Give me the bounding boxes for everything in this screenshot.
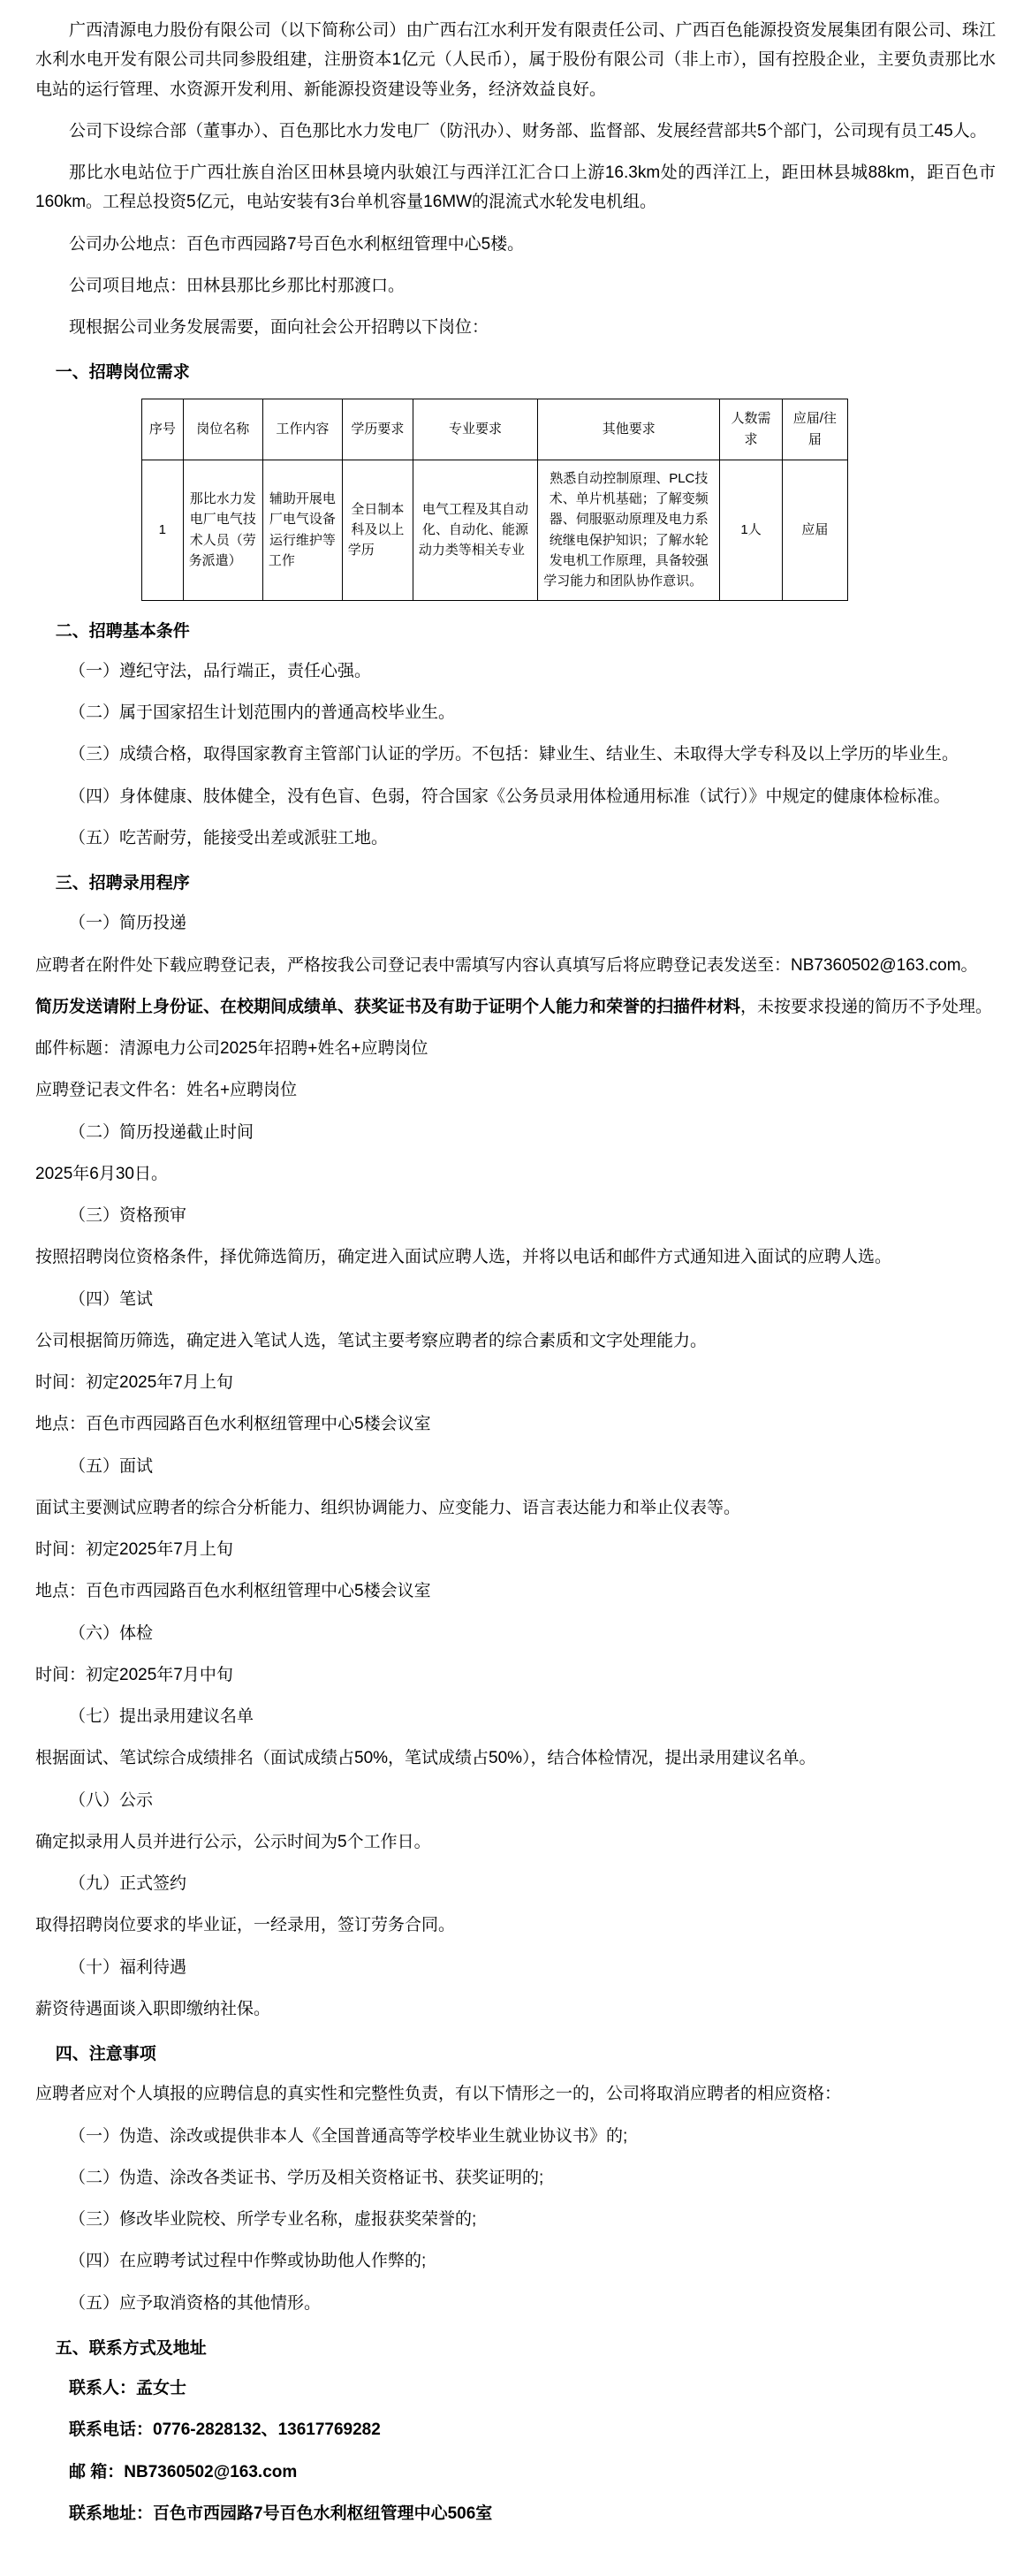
condition-item: （五）吃苦耐劳，能接受出差或派驻工地。	[69, 828, 389, 847]
condition-item: （一）遵纪守法，品行端正，责任心强。	[69, 661, 372, 680]
notice-item: （四）在应聘考试过程中作弊或协助他人作弊的;	[69, 2252, 427, 2271]
col-header-education: 学历要求	[342, 399, 413, 460]
procedure-paragraph: 时间：初定2025年7月中旬	[35, 1665, 233, 1684]
procedure-paragraph: 面试主要测试应聘者的综合分析能力、组织协调能力、应变能力、语言表达能力和举止仪表等。	[35, 1498, 741, 1517]
procedure-sub-heading: （七）提出录用建议名单	[69, 1707, 254, 1726]
cell-other-requirements: 熟悉自动控制原理、PLC技术、单片机基础；了解变频器、伺服驱动原理及电力系统继电保护知识；了解水轮发电机工作原理，具备较强学习能力和团队协作意识。	[538, 460, 720, 600]
condition-item: （四）身体健康、肢体健全，没有色盲、色弱，符合国家《公务员录用体检通用标准（试行）》中规定的健康体检标准。	[69, 786, 951, 806]
procedure-paragraph: 按照招聘岗位资格条件，择优筛选简历，确定进入面试应聘人选，并将以电话和邮件方式通知进入面试的应聘人选。	[35, 1248, 892, 1267]
procedure-sub-heading: （八）公示	[69, 1790, 154, 1810]
col-header-job-content: 工作内容	[262, 399, 342, 460]
intro-paragraph: 那比水电站位于广西壮族自治区田林县境内驮娘江与西洋江汇合口上游16.3km处的西洋江上，距田林县城88km，距百色市160km。工程总投资5亿元，电站安装有3台单机容量16MW的混流式水轮发电机组。	[35, 163, 996, 212]
condition-item: （三）成绩合格，取得国家教育主管部门认证的学历。不包括：肄业生、结业生、未取得大学专科及以上学历的毕业生。	[69, 745, 959, 764]
office-location: 公司办公地点：百色市西园路7号百色水利枢纽管理中心5楼。	[69, 234, 525, 254]
procedure-paragraph: 时间：初定2025年7月上旬	[35, 1373, 233, 1392]
cell-position-name: 那比水力发电厂电气技术人员（劳务派遣）	[183, 460, 262, 600]
table-header-row	[142, 399, 848, 460]
intro-paragraph: 广西清源电力股份有限公司（以下简称公司）由广西右江水利开发有限责任公司、广西百色能源投资发展集团有限公司、珠江水利水电开发有限公司共同参股组建，注册资本1亿元（人民币），属于股份有限公司（非上市），国有控股企业，主要负责那比水电站的运行管理、水资源开发利用、新能源投资建设等业务，经济效益良好。	[35, 21, 996, 99]
table-row	[142, 460, 848, 600]
section-heading-jobs: 一、招聘岗位需求	[55, 363, 190, 383]
intro-paragraph: 公司下设综合部（董事办）、百色那比水力发电厂（防汛办）、财务部、监督部、发展经营部共5个部门，公司现有员工45人。	[69, 121, 987, 141]
section-heading-notice: 四、注意事项	[55, 2045, 156, 2063]
procedure-bold-tail: ，未按要求投递的简历不予处理。	[740, 997, 993, 1016]
notice-item: （五）应予取消资格的其他情形。	[69, 2293, 322, 2313]
procedure-paragraph: 2025年6月30日。	[35, 1164, 168, 1183]
procedure-paragraph: 取得招聘岗位要求的毕业证，一经录用，签订劳务合同。	[35, 1916, 456, 1935]
job-requirements-table	[141, 399, 848, 601]
cell-seq: 1	[142, 460, 184, 600]
col-header-seq: 序号	[142, 399, 184, 460]
procedure-sub-heading: （一）简历投递	[69, 914, 187, 933]
procedure-bold-text: 简历发送请附上身份证、在校期间成绩单、获奖证书及有助于证明个人能力和荣誉的扫描件材料	[35, 997, 741, 1016]
col-header-major: 专业要求	[413, 399, 537, 460]
cell-education: 全日制本科及以上学历	[342, 460, 413, 600]
section-heading-contact: 五、联系方式及地址	[55, 2338, 207, 2358]
procedure-sub-heading: （二）简历投递截止时间	[69, 1122, 254, 1142]
contact-phone: 联系电话：0776-2828132、13617769282	[69, 2420, 381, 2440]
procedure-sub-heading: （三）资格预审	[69, 1206, 187, 1225]
procedure-paragraph-emphasis	[35, 992, 996, 1022]
procedure-paragraph: 邮件标题：清源电力公司2025年招聘+姓名+应聘岗位	[35, 1039, 428, 1058]
procedure-paragraph: 时间：初定2025年7月上旬	[35, 1540, 233, 1559]
col-header-other: 其他要求	[538, 399, 720, 460]
procedure-sub-heading: （十）福利待遇	[69, 1957, 187, 1977]
procedure-sub-heading: （九）正式签约	[69, 1874, 187, 1893]
cell-job-content: 辅助开展电厂电气设备运行维护等工作	[262, 460, 342, 600]
procedure-paragraph: 应聘者在附件处下载应聘登记表，严格按我公司登记表中需填写内容认真填写后将应聘登记表发送至：NB7360502@163.com。	[35, 955, 978, 975]
procedure-paragraph: 薪资待遇面谈入职即缴纳社保。	[35, 1999, 271, 2018]
procedure-paragraph: 应聘登记表文件名：姓名+应聘岗位	[35, 1081, 298, 1100]
project-location: 公司项目地点：田林县那比乡那比村那渡口。	[69, 276, 406, 295]
contact-person: 联系人：孟女士	[69, 2379, 187, 2397]
procedure-paragraph: 公司根据简历筛选，确定进入笔试人选，笔试主要考察应聘者的综合素质和文字处理能力。	[35, 1331, 708, 1350]
section-heading-procedure: 三、招聘录用程序	[55, 874, 190, 893]
notice-lead: 应聘者应对个人填报的应聘信息的真实性和完整性负责，有以下情形之一的，公司将取消应聘者的相应资格：	[35, 2085, 842, 2104]
col-header-grad-type: 应届/往届	[782, 399, 847, 460]
col-header-headcount: 人数需求	[720, 399, 782, 460]
procedure-paragraph: 地点：百色市西园路百色水利枢纽管理中心5楼会议室	[35, 1582, 431, 1601]
procedure-paragraph: 确定拟录用人员并进行公示，公示时间为5个工作日。	[35, 1832, 431, 1851]
procedure-paragraph: 地点：百色市西园路百色水利枢纽管理中心5楼会议室	[35, 1415, 431, 1434]
col-header-position-name: 岗位名称	[183, 399, 262, 460]
recruit-lead: 现根据公司业务发展需要，面向社会公开招聘以下岗位：	[69, 318, 489, 337]
procedure-sub-heading: （四）笔试	[69, 1289, 154, 1309]
notice-item: （一）伪造、涂改或提供非本人《全国普通高等学校毕业生就业协议书》的;	[69, 2126, 628, 2146]
contact-address: 联系地址：百色市西园路7号百色水利枢纽管理中心506室	[69, 2504, 493, 2523]
procedure-paragraph: 根据面试、笔试综合成绩排名（面试成绩占50%，笔试成绩占50%），结合体检情况，提出录用建议名单。	[35, 1749, 816, 1768]
condition-item: （二）属于国家招生计划范围内的普通高校毕业生。	[69, 703, 456, 722]
cell-grad-type: 应届	[782, 460, 847, 600]
cell-major: 电气工程及其自动化、自动化、能源动力类等相关专业	[413, 460, 537, 600]
cell-headcount: 1人	[720, 460, 782, 600]
notice-item: （二）伪造、涂改各类证书、学历及相关资格证书、获奖证明的;	[69, 2168, 544, 2187]
section-heading-conditions: 二、招聘基本条件	[55, 621, 190, 641]
procedure-sub-heading: （六）体检	[69, 1623, 154, 1643]
procedure-sub-heading: （五）面试	[69, 1456, 154, 1476]
contact-email: 邮 箱：NB7360502@163.com	[69, 2462, 298, 2481]
notice-item: （三）修改毕业院校、所学专业名称，虚报获奖荣誉的;	[69, 2210, 477, 2229]
